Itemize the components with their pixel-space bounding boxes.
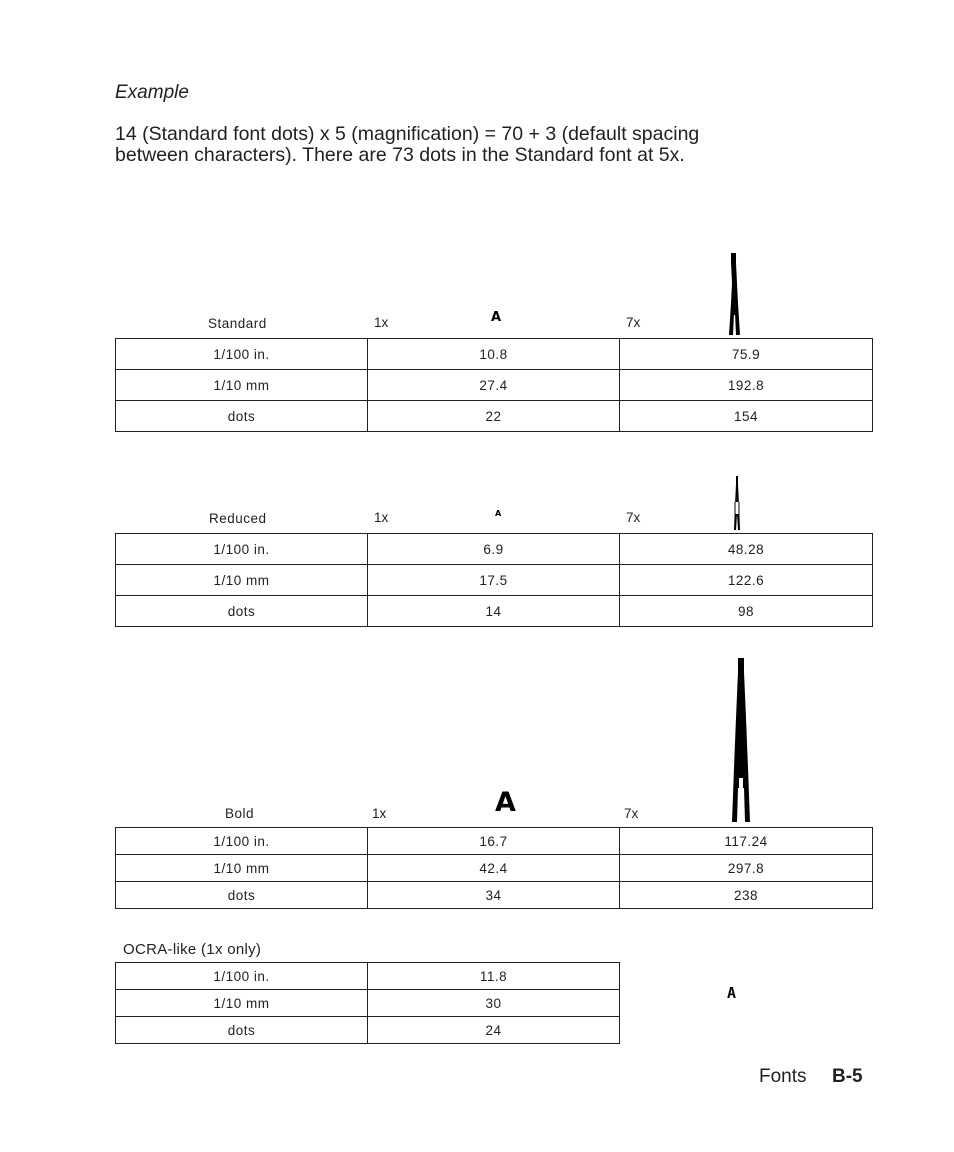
value-1x: 24 — [368, 1017, 620, 1044]
table-row — [116, 990, 620, 1017]
value-7x: 238 — [620, 882, 873, 909]
reduced-1x-glyph: A — [495, 509, 502, 518]
value-1x: 27.4 — [368, 370, 620, 401]
footer-section: Fonts — [759, 1066, 807, 1087]
ocra-glyph: A — [727, 984, 737, 1002]
bold-1x-label: 1x — [372, 806, 387, 821]
value-1x: 6.9 — [368, 534, 620, 565]
value-7x: 117.24 — [620, 828, 873, 855]
standard-table — [115, 338, 873, 432]
value-7x: 192.8 — [620, 370, 873, 401]
value-1x: 11.8 — [368, 963, 620, 990]
table-row — [116, 596, 873, 627]
row-label: 1/100 in. — [116, 339, 368, 370]
example-heading: Example — [115, 82, 189, 103]
row-label: 1/10 mm — [116, 990, 368, 1017]
table-row — [116, 339, 873, 370]
bold-7x-glyph — [730, 658, 752, 822]
reduced-7x-label: 7x — [626, 510, 641, 525]
bold-1x-glyph: A — [495, 787, 516, 818]
paragraph-line-1: 14 (Standard font dots) x 5 (magnification) = 70 + 3 (default spacing — [115, 123, 700, 145]
row-label: dots — [116, 596, 368, 627]
table-row — [116, 855, 873, 882]
row-label: 1/100 in. — [116, 828, 368, 855]
ocra-table — [115, 962, 620, 1044]
bold-font-label: Bold — [225, 806, 255, 821]
reduced-table — [115, 533, 873, 627]
value-7x: 75.9 — [620, 339, 873, 370]
ocra-font-label: OCRA-like (1x only) — [123, 941, 262, 958]
standard-1x-glyph: A — [491, 310, 502, 325]
row-label: dots — [116, 401, 368, 432]
value-1x: 34 — [368, 882, 620, 909]
value-1x: 30 — [368, 990, 620, 1017]
table-row — [116, 370, 873, 401]
value-1x: 10.8 — [368, 339, 620, 370]
row-label: 1/100 in. — [116, 963, 368, 990]
value-7x: 297.8 — [620, 855, 873, 882]
value-7x: 98 — [620, 596, 873, 627]
table-row — [116, 882, 873, 909]
value-7x: 122.6 — [620, 565, 873, 596]
value-1x: 42.4 — [368, 855, 620, 882]
table-row — [116, 534, 873, 565]
row-label: dots — [116, 882, 368, 909]
row-label: 1/10 mm — [116, 565, 368, 596]
example-paragraph — [115, 124, 835, 166]
paragraph-line-2: between characters). There are 73 dots in the Standard font at 5x. — [115, 144, 685, 166]
value-1x: 22 — [368, 401, 620, 432]
value-1x: 14 — [368, 596, 620, 627]
table-row — [116, 1017, 620, 1044]
bold-table — [115, 827, 873, 909]
table-row — [116, 828, 873, 855]
page-number: B-5 — [832, 1066, 863, 1087]
row-label: 1/10 mm — [116, 370, 368, 401]
reduced-1x-label: 1x — [374, 510, 389, 525]
standard-font-label: Standard — [208, 316, 267, 331]
value-1x: 17.5 — [368, 565, 620, 596]
value-7x: 154 — [620, 401, 873, 432]
row-label: dots — [116, 1017, 368, 1044]
value-1x: 16.7 — [368, 828, 620, 855]
table-row — [116, 565, 873, 596]
standard-7x-glyph — [726, 253, 744, 335]
table-row — [116, 401, 873, 432]
standard-7x-label: 7x — [626, 315, 641, 330]
row-label: 1/10 mm — [116, 855, 368, 882]
value-7x: 48.28 — [620, 534, 873, 565]
reduced-7x-glyph — [732, 476, 742, 530]
standard-1x-label: 1x — [374, 315, 389, 330]
bold-7x-label: 7x — [624, 806, 639, 821]
reduced-font-label: Reduced — [209, 511, 267, 526]
table-row — [116, 963, 620, 990]
row-label: 1/100 in. — [116, 534, 368, 565]
